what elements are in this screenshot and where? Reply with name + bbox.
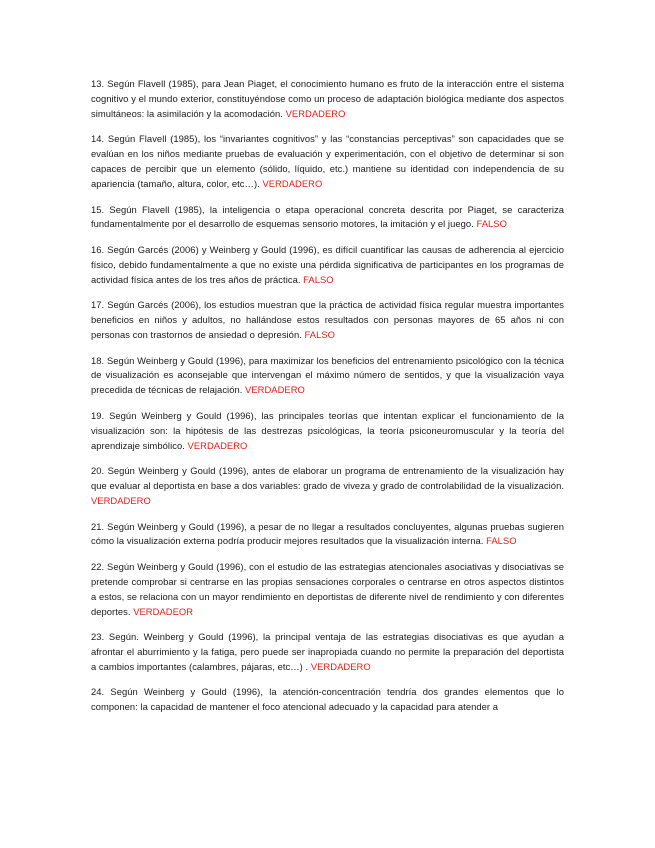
answer-label: VERDADERO xyxy=(245,384,305,396)
answer-label: FALSO xyxy=(486,535,517,547)
question-text: 20. Según Weinberg y Gould (1996), antes de elaborar un programa de entrenamiento de la visualización hay que evaluar al deportista en base a dos variables: grado de viveza y grado de controlabilidad de la visualización. xyxy=(91,465,564,492)
question-item-19 xyxy=(91,409,564,454)
question-text: 15. Según Flavell (1985), la inteligencia o etapa operacional concreta descrita por Piaget, se caracteriza fundamentalmente por el desarrollo de esquemas sensorio motores, la imitación y el juego. xyxy=(91,203,564,230)
question-text: 17. Según Garcés (2006), los estudios muestran que la práctica de actividad física regular muestra importantes beneficios en niños y adultos, no hallándose estos resultados con personas mayores de 65 años ni con personas con trastornos de ansiedad o depresión. xyxy=(91,299,564,341)
question-item-17 xyxy=(91,298,564,343)
question-text: 13. Según Flavell (1985), para Jean Piaget, el conocimiento humano es fruto de la interacción entre el sistema cognitivo y el mundo exterior, constituyéndose como un proceso de adaptación biológica mediante dos aspectos simultáneos: la asimilación y la acomodación. xyxy=(91,78,564,119)
question-item-18 xyxy=(91,354,564,399)
answer-label: VERDADERO xyxy=(262,178,323,190)
question-item-20 xyxy=(91,464,564,509)
question-item-21 xyxy=(91,520,564,550)
answer-label: VERDADERO xyxy=(310,660,371,672)
question-text: 23. Según. Weinberg y Gould (1996), la principal ventaja de las estrategias disociativas es que ayudan a afrontar el aburrimiento y la fatiga, pero puede ser inapropiada cuando no permite la preparación del deportista a cambios importantes (calambres, pájaras, etc…) . xyxy=(91,631,564,672)
answer-label: VERDADERO xyxy=(285,107,346,119)
question-text: 24. Según Weinberg y Gould (1996), la atención-concentración tendría dos grandes elementos que lo componen: la capacidad de mantener el foco atencional adecuado y la capacidad para atender a xyxy=(91,686,564,713)
question-text: 21. Según Weinberg y Gould (1996), a pesar de no llegar a resultados concluyentes, algunas pruebas sugieren cómo la visualización externa podría producir mejores resultados que la visualización interna. xyxy=(91,520,564,547)
question-item-16 xyxy=(91,243,564,288)
answer-label: FALSO xyxy=(476,218,507,230)
answer-label: FALSO xyxy=(303,273,334,285)
question-item-14 xyxy=(91,132,564,192)
answer-label: VERDADERO xyxy=(91,495,151,506)
answer-label: FALSO xyxy=(304,329,336,341)
answer-label: VERDADERO xyxy=(187,439,248,451)
question-text: 16. Según Garcés (2006) y Weinberg y Gould (1996), es difícil cuantificar las causas de adherencia al ejercicio físico, debido fundamentalmente a que no existe una pérdida significativa de participantes en los programas de actividad física antes de los tres años de práctica. xyxy=(91,243,564,285)
question-item-22 xyxy=(91,560,564,620)
question-item-15 xyxy=(91,203,564,233)
question-list xyxy=(91,77,564,726)
question-text: 19. Según Weinberg y Gould (1996), las principales teorías que intentan explicar el funcionamiento de la visualización son: la hipótesis de las destrezas psicológicas, la teoría psiconeuromuscular y la teoría del aprendizaje simbólico. xyxy=(91,409,564,451)
question-item-13 xyxy=(91,77,564,122)
question-item-24 xyxy=(91,685,564,715)
question-item-23 xyxy=(91,630,564,675)
question-text: 14. Según Flavell (1985), los “invariantes cognitivos” y las “constancias perceptivas” son capacidades que se evalúan en los niños mediante pruebas de evaluación y experimentación, con el objetivo de determinar si son capaces de percibir que un elemento (sólido, líquido, etc.) mantiene su identidad con independencia de su apariencia (tamaño, altura, color, etc…). xyxy=(91,133,564,190)
answer-label: VERDADEOR xyxy=(133,605,194,617)
question-text: 22. Según Weinberg y Gould (1996), con el estudio de las estrategias atencionales asociativas y disociativas se pretende comprobar si centrarse en las propias sensaciones corporales o centrarse en otros aspectos distintos a estos, se relaciona con un mayor rendimiento en deportistas de diferente nivel de rendimiento y con diferentes deportes. xyxy=(91,560,564,617)
question-text: 18. Según Weinberg y Gould (1996), para maximizar los beneficios del entrenamiento psicológico con la técnica de visualización es aconsejable que intervengan el máximo número de sentidos, y que la visualización vaya precedida de técnicas de relajación. xyxy=(91,354,564,396)
